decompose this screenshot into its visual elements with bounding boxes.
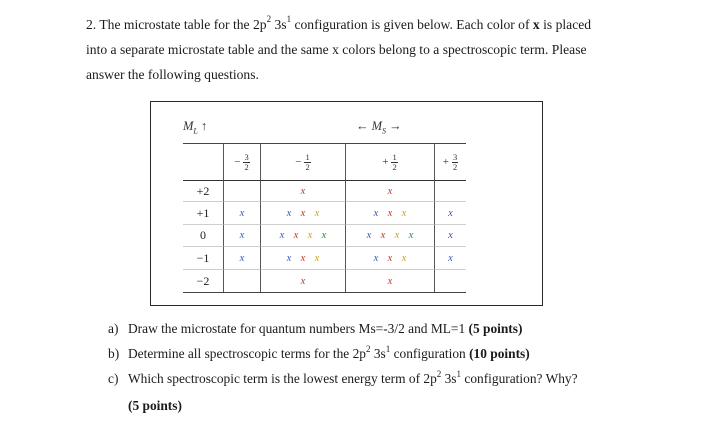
ml-subscript: L — [193, 126, 198, 136]
microstate-x-blue: x — [286, 207, 292, 219]
sign: − — [234, 156, 241, 168]
microstate-x-blue: x — [239, 230, 245, 241]
microstate-cell — [261, 247, 346, 270]
microstate-x-yellow: x — [314, 252, 320, 264]
superscript: 2 — [436, 368, 442, 379]
sign: + — [442, 156, 449, 168]
microstate-x-red: x — [387, 185, 393, 197]
microstate-cell — [261, 202, 346, 225]
ms-symbol: ← M — [356, 119, 383, 133]
superscript: 2 — [365, 343, 371, 354]
ml-row-label: 0 — [183, 225, 224, 247]
bold-x: x — [532, 17, 540, 32]
microstate-cell — [224, 225, 261, 247]
microstate-x-red: x — [387, 252, 393, 264]
question-text: Draw the microstate for quantum numbers Ms=-3/2 and ML=1 — [128, 321, 469, 336]
microstate-cell — [224, 181, 261, 202]
microstate-x-blue: x — [239, 252, 245, 264]
question-label: c) — [108, 371, 119, 386]
denominator: 2 — [392, 161, 397, 172]
microstate-x-red: x — [380, 230, 386, 241]
microstate-cell — [224, 270, 261, 292]
microstate-x-red: x — [300, 207, 306, 219]
numerator: 1 — [392, 151, 397, 162]
points: (10 points) — [469, 346, 530, 361]
ms-column-header — [224, 144, 261, 181]
problem-line-1 — [86, 14, 592, 33]
microstate-x-blue: x — [373, 207, 379, 219]
microstate-x-blue: x — [366, 230, 372, 241]
microstate-x-red: x — [300, 185, 306, 197]
sign: + — [382, 156, 389, 168]
microstate-marks — [346, 253, 434, 264]
microstate-x-red: x — [387, 275, 393, 287]
microstate-x-blue: x — [286, 252, 292, 264]
problem-line-2: into a separate microstate table and the same x colors belong to a spectroscopic term. Please — [86, 42, 587, 57]
microstate-cell — [435, 181, 466, 202]
microstate-x-green: x — [408, 230, 414, 241]
microstate-cell — [435, 225, 466, 247]
microstate-cell — [224, 247, 261, 270]
microstate-marks — [224, 208, 260, 219]
question-text: 3s — [441, 371, 457, 386]
ml-axis-header — [183, 119, 207, 136]
microstate-grid — [183, 143, 466, 293]
microstate-marks — [261, 230, 345, 241]
ml-row-label: +2 — [183, 181, 224, 202]
superscript: 1 — [456, 368, 462, 379]
microstate-x-green: x — [321, 230, 327, 241]
microstate-marks — [261, 276, 345, 287]
microstate-cell — [224, 202, 261, 225]
microstate-marks — [224, 253, 260, 264]
microstate-marks — [346, 230, 434, 241]
microstate-x-red: x — [300, 275, 306, 287]
microstate-marks — [346, 186, 434, 197]
points: (5 points) — [468, 321, 523, 336]
up-arrow-icon: ↑ — [201, 119, 208, 133]
microstate-x-blue: x — [448, 230, 453, 241]
numerator: 3 — [244, 151, 249, 162]
microstate-x-red: x — [300, 252, 306, 264]
fraction — [243, 153, 249, 172]
question-c-points: (5 points) — [128, 398, 182, 413]
ml-symbol: M — [183, 119, 194, 133]
microstate-cell — [435, 270, 466, 292]
fraction — [452, 153, 458, 172]
microstate-x-yellow: x — [394, 230, 400, 241]
microstate-marks — [435, 208, 466, 219]
ml-row-label: −2 — [183, 270, 224, 292]
ml-row-label: −1 — [183, 247, 224, 270]
problem-line-3: answer the following questions. — [86, 67, 259, 82]
fraction — [391, 153, 397, 172]
ms-column-header — [261, 144, 346, 181]
microstate-cell — [435, 247, 466, 270]
question-text: configuration? Why? — [461, 371, 578, 386]
denominator: 2 — [305, 161, 310, 172]
fraction — [304, 153, 310, 172]
problem-text: 2. The microstate table for the 2p — [86, 17, 267, 32]
microstate-cell — [261, 270, 346, 292]
question-label: a) — [108, 321, 119, 336]
question-a — [108, 321, 522, 337]
ms-column-header — [435, 144, 466, 181]
question-text: 3s — [370, 346, 386, 361]
microstate-cell — [346, 270, 435, 292]
ms-column-header — [346, 144, 435, 181]
microstate-x-blue: x — [448, 252, 453, 264]
question-c — [108, 368, 578, 387]
right-arrow-icon: → — [389, 119, 402, 133]
denominator: 2 — [244, 161, 249, 172]
microstate-x-yellow: x — [401, 207, 407, 219]
question-label: b) — [108, 346, 120, 361]
microstate-x-yellow: x — [307, 230, 313, 241]
microstate-marks — [261, 186, 345, 197]
microstate-marks — [346, 208, 434, 219]
microstate-x-red: x — [293, 230, 299, 241]
superscript: 1 — [385, 343, 391, 354]
microstate-x-red: x — [387, 207, 393, 219]
problem-text: is placed — [539, 17, 592, 32]
question-text: configuration — [390, 346, 470, 361]
ms-subscript: S — [382, 126, 387, 136]
ms-axis-header — [356, 119, 402, 136]
question-text: Determine all spectroscopic terms for the 2p — [128, 346, 366, 361]
question-text: Which spectroscopic term is the lowest energy term of 2p — [128, 371, 437, 386]
microstate-x-yellow: x — [401, 252, 407, 264]
numerator: 1 — [305, 151, 310, 162]
question-b — [108, 343, 530, 362]
microstate-cell — [346, 202, 435, 225]
superscript: 2 — [266, 14, 272, 25]
ml-row-label: +1 — [183, 202, 224, 225]
microstate-cell — [261, 225, 346, 247]
microstate-cell — [346, 225, 435, 247]
problem-text: 3s — [271, 17, 287, 32]
microstate-marks — [435, 230, 466, 241]
microstate-cell — [346, 247, 435, 270]
microstate-marks — [261, 208, 345, 219]
microstate-cell — [261, 181, 346, 202]
microstate-marks — [224, 230, 260, 241]
superscript: 1 — [286, 14, 292, 25]
numerator: 3 — [452, 151, 458, 162]
microstate-x-yellow: x — [314, 207, 320, 219]
denominator: 2 — [452, 161, 458, 172]
microstate-marks — [346, 276, 434, 287]
microstate-cell — [435, 202, 466, 225]
corner-cell — [183, 144, 224, 181]
microstate-marks — [261, 253, 345, 264]
microstate-x-blue: x — [448, 207, 453, 219]
microstate-x-blue: x — [239, 207, 245, 219]
microstate-cell — [346, 181, 435, 202]
microstate-marks — [435, 253, 466, 264]
sign: − — [295, 156, 302, 168]
microstate-x-blue: x — [279, 230, 285, 241]
microstate-x-blue: x — [373, 252, 379, 264]
problem-text: configuration is given below. Each color of — [291, 17, 533, 32]
